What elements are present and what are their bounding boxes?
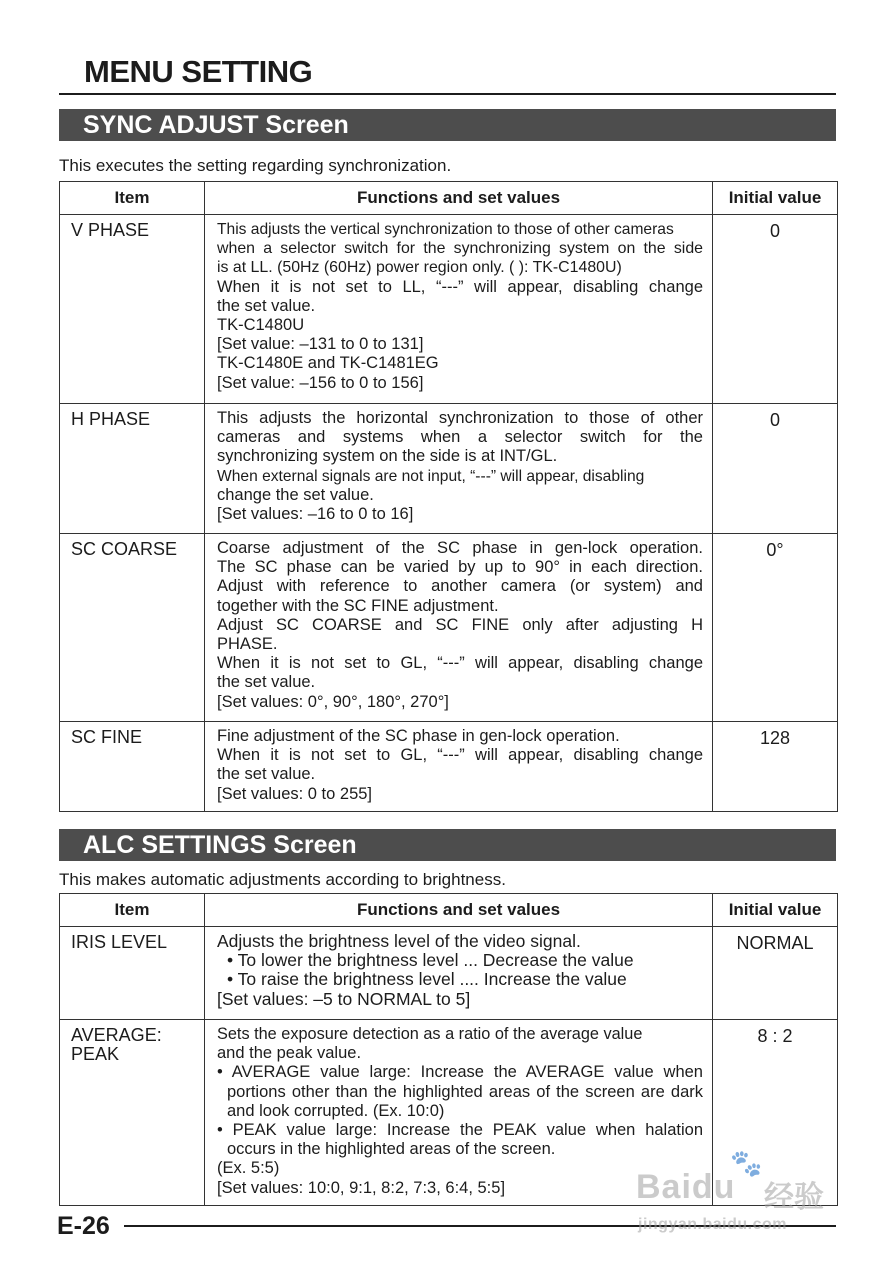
sync-adjust-table [59,181,838,812]
text-line: Fine adjustment of the SC phase in gen-lock operation. [217,727,620,745]
title-rule [59,93,836,95]
text-line: TK-C1480U [217,316,305,335]
text-line: together with the SC FINE adjustment. [217,596,499,615]
column-header-item: Item [60,894,205,927]
item-label-line: PEAK [71,1044,120,1064]
functions-iris-level [205,927,713,1020]
text-line: PHASE. [217,635,278,654]
sync-adjust-heading: SYNC ADJUST Screen [59,109,836,141]
text-line: Adjust SC COARSE and SC FINE only after adjusting H [217,615,703,634]
bullet-item [217,1121,703,1179]
text-line: TK-C1480E and TK-C1481EG [217,354,439,373]
text-line: Adjust with reference to another camera (or system) and [217,577,703,596]
initial-v-phase: 0 [713,215,838,404]
text-line: [Set value: –131 to 0 to 131] [217,335,424,354]
footer-rule [124,1225,836,1227]
column-header-initial: Initial value [713,182,838,215]
item-sc-fine: SC FINE [60,722,205,812]
paw-icon: 🐾 [730,1148,763,1178]
text-line: Sets the exposure detection as a ratio of the average value [217,1025,643,1043]
initial-sc-fine: 128 [713,722,838,812]
watermark-url: jingyan.baidu.com [638,1216,787,1233]
item-sc-coarse: SC COARSE [60,534,205,722]
text-line: Adjusts the brightness level of the video signal. [217,931,581,951]
table-header-row [60,894,838,927]
text-line: [Set values: 0 to 255] [217,784,373,803]
bullet-text: • PEAK value large: Increase the PEAK value when halation occurs in the highlighted areas of the screen. [217,1121,703,1159]
functions-sc-fine [205,722,713,812]
text-line: When it is not set to GL, “---” will appear, disabling change [217,746,703,765]
text-line: change the set value. [217,485,374,504]
functions-v-phase [205,215,713,404]
column-header-functions: Functions and set values [205,182,713,215]
column-header-functions: Functions and set values [205,894,713,927]
alc-intro: This makes automatic adjustments according to brightness. [59,870,506,889]
watermark-brand: Baidu [636,1168,736,1206]
text-line: and the peak value. [217,1044,362,1063]
text-line: [Set values: –5 to NORMAL to 5] [217,988,471,1009]
text-line: the set value. [217,673,316,692]
text-line: The SC phase can be varied by up to 90° in each direction. [217,558,703,577]
text-line: cameras and systems when a selector switch for the [217,428,703,447]
initial-iris-level: NORMAL [713,927,838,1020]
text-line: [Set value: –156 to 0 to 156] [217,373,424,392]
initial-average-peak: 8 : 2 [713,1020,838,1206]
table-row-sc-coarse [60,534,838,722]
initial-h-phase: 0 [713,404,838,534]
page-title: MENU SETTING [84,54,313,89]
table-row-sc-fine [60,722,838,812]
text-line: This adjusts the vertical synchronization to those of other cameras [217,221,674,238]
bullet-item: • AVERAGE value large: Increase the AVERAGE value when portions other than the highlighted areas of the screen are dark and look corrupted. (Ex. 10:0) [217,1063,703,1120]
functions-average-peak [205,1020,713,1206]
page-number: E-26 [57,1212,110,1240]
text-line: when a selector switch for the synchronizing system on the side [217,240,703,258]
text-line: When it is not set to LL, “---” will appear, disabling change [217,277,703,296]
text-line: [Set values: –16 to 0 to 16] [217,505,414,524]
functions-sc-coarse [205,534,713,722]
item-average-peak [60,1020,205,1206]
text-line: the set value. [217,296,316,315]
column-header-item: Item [60,182,205,215]
bullet-item: • To lower the brightness level ... Decrease the value [227,950,634,971]
alc-settings-heading: ALC SETTINGS Screen [59,829,836,861]
table-row-h-phase [60,404,838,534]
item-h-phase: H PHASE [60,404,205,534]
text-line: [Set values: 0°, 90°, 180°, 270°] [217,692,449,711]
initial-sc-coarse: 0° [713,534,838,722]
item-label-line: AVERAGE: [71,1025,162,1045]
functions-h-phase [205,404,713,534]
table-header-row [60,182,838,215]
text-line: is at LL. (50Hz (60Hz) power region only. ( ): TK-C1480U) [217,259,622,277]
bullet-item: • To raise the brightness level .... Increase the value [227,969,627,990]
text-line: the set value. [217,765,316,784]
text-line: Coarse adjustment of the SC phase in gen-lock operation. [217,539,703,557]
text-line: When external signals are not input, “---” will appear, disabling [217,467,645,485]
table-row-average-peak [60,1020,838,1206]
item-iris-level: IRIS LEVEL [60,927,205,1020]
table-row-iris-level [60,927,838,1020]
watermark-cn: 经验 [764,1181,824,1214]
bullet-text-tail: (Ex. 5:5) [217,1159,280,1178]
column-header-initial: Initial value [713,894,838,927]
text-line: [Set values: 10:0, 9:1, 8:2, 7:3, 6:4, 5:5] [217,1178,506,1197]
table-row-v-phase [60,215,838,404]
item-v-phase: V PHASE [60,215,205,404]
text-line: This adjusts the horizontal synchronization to those of other [217,409,703,427]
alc-settings-table [59,893,838,1206]
text-line: When it is not set to GL, “---” will appear, disabling change [217,654,703,673]
sync-intro: This executes the setting regarding synchronization. [59,156,452,175]
text-line: synchronizing system on the side is at INT/GL. [217,447,558,466]
